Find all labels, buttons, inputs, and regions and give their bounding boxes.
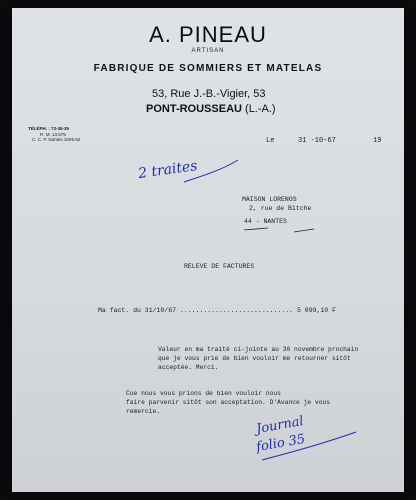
recipient-name: MAISON LORENOS xyxy=(242,196,297,203)
invoice-amount: 5 099,10 F xyxy=(297,307,337,314)
document-heading: RELEVE DE FACTURES xyxy=(184,263,255,270)
recipient-city-underline-2 xyxy=(294,229,314,232)
pen-strokes xyxy=(12,8,404,492)
letter-paper xyxy=(12,8,404,492)
date-year-print: 19 xyxy=(373,137,382,145)
note-underline-stroke xyxy=(184,160,238,182)
body-paragraph-2: Cue nous vous prions de bien vouloir nous faire parvenir sitôt son acceptation. D'Avance je vous remercie. xyxy=(126,390,331,415)
company-subtitle: ARTISAN xyxy=(191,48,225,54)
signature-flourish xyxy=(262,432,356,460)
company-region: (L.-A.) xyxy=(245,103,276,115)
letter-date: 31 -10-67 xyxy=(298,137,336,145)
company-trade: FABRIQUE DE SOMMIERS ET MATELAS xyxy=(93,63,323,74)
company-rm: R. M. 13.575 xyxy=(40,132,66,137)
signature-line-2: folio 35 xyxy=(255,431,307,456)
company-street: 53, Rue J.-B.-Vigier, 53 xyxy=(152,88,266,100)
invoice-label: Ma fact. du 31/10/67 ............................. xyxy=(98,307,294,314)
recipient-street: 2, rue de Bitche xyxy=(249,205,312,212)
body-paragraph-1: Valeur en ma traité ci-jointe au 30 novembre prochain que je vous prie de bien vouloir me retourner sitôt acceptée. Merci. xyxy=(158,346,359,371)
company-city: PONT-ROUSSEAU xyxy=(146,103,242,115)
recipient-city-underline xyxy=(244,228,268,230)
company-phone: TÉLÉPH. : 73-45-35 xyxy=(28,126,70,131)
handwritten-note: 2 traites xyxy=(137,157,199,183)
company-name: A. PINEAU xyxy=(149,22,267,47)
company-ccp: C. C. P. Nantes 1006.92 xyxy=(32,137,81,142)
date-prefix: Le xyxy=(266,137,275,145)
recipient-city: 44 - NANTES xyxy=(244,218,287,225)
signature-line-1: Journal xyxy=(255,413,305,438)
